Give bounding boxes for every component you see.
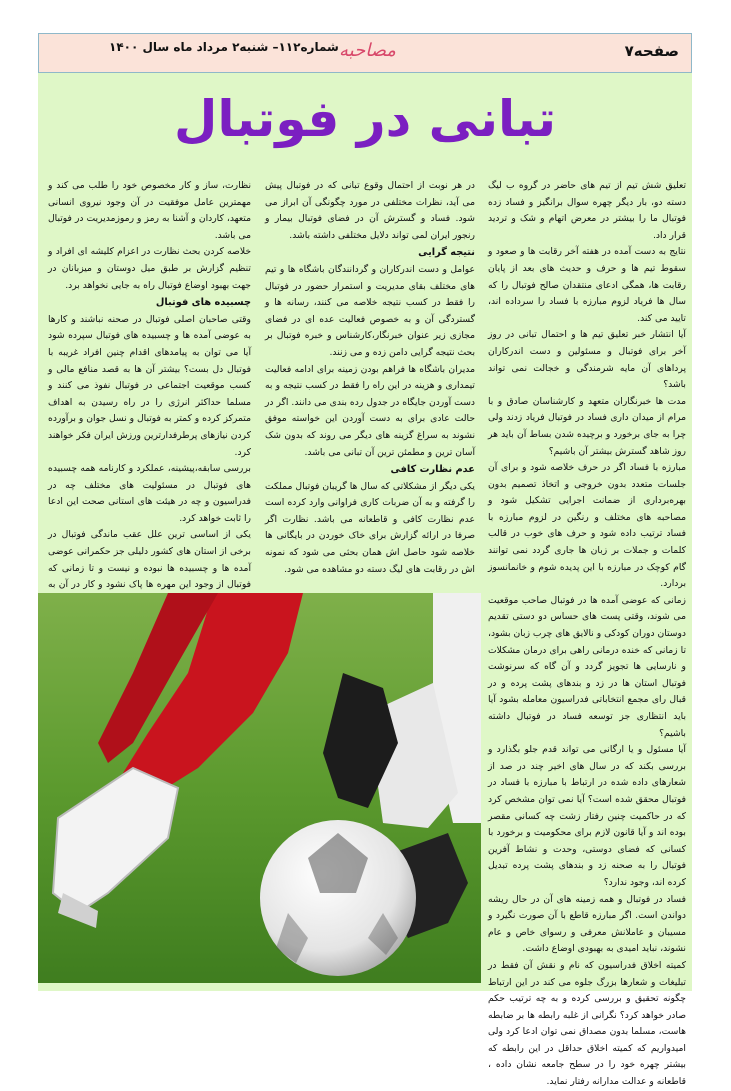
issue-info: شماره۱۱۲– شنبه۲ مرداد ماه سال ۱۴۰۰ (109, 40, 339, 54)
paragraph: مبارزه با فساد اگر در حرف خلاصه شود و برای آن جلسات متعدد بدون خروجی و اتخاذ تصمیم بدون بهره‌برداری از ضمانت اجرایی تشکیل شود و مصاحبه های مختلف و رنگین در لزوم مبارزه با فساد ترتیب داده شود و حرف های خوب در قالب کلمات و جملات بر زبان ها جاری گردد نمی توانند گام کوچک در مبارزه با این پدیده شوم و خانمانسوز بردارد. (488, 462, 686, 590)
paragraph: زمانی که عوضی آمده ها در فوتبال صاحب موقعیت می شوند، وقتی پست های حساس دو دستی تقدیم دوستان دوران کودکی و نالایق های چرب زبان بشود، تا زمانی که خنده درمانی راهی برای درمان مشکلات و نارسایی ها تجویز گردد و آن گاه که سرنوشت فوتبال استان ها در زد و بندهای پشت پرده و در قبال رای مجمع انتخاباتی فدراسیون معامله بشود آیا باید انتظاری جز توسعه فساد در فوتبال داشته باشیم؟ (488, 594, 686, 739)
paragraph: کمیته اخلاق فدراسیون که نام و نقش آن فقط در تبلیغات و شعارها بزرگ جلوه می کند در این ارتباط چگونه تحقیق و بررسی کرده و به چه ترتیب حکم صادر خواهد کرد؟ نگرانی از غلبه رابطه ها بر ضابطه هاست، مسلما بدون مصداق نمی توان ادعا کرد ولی امیدواریم که کمیته اخلاق حداقل در این رابطه که بیشتر چهره خود را در سطح جامعه نشان داده ، قاطعانه و عدالت مدارانه رفتار نماید. (488, 959, 686, 1088)
page-number: صفحه۷ (624, 42, 679, 60)
column-left (48, 178, 251, 591)
football-photo-icon (38, 593, 481, 983)
paragraph: خلاصه کردن بحث نظارت در اعزام کلیشه ای افراد و تنظیم گزارش بر طبق میل دوستان و میزبانان در جهت بهبود اوضاع فوتبال راه به جایی نخواهد برد. (48, 246, 251, 291)
column-middle (265, 178, 475, 583)
paragraph: مدیران باشگاه ها فراهم بودن زمینه برای ادامه فعالیت تیمداری و هزینه در این راه را فقط در کسب نتیجه و به دست آوردن جایگاه در جدول رده بندی می دانند. اگر در حالت عادی برای به دست آوردن این خواسته موفق نشوند به سراغ گزینه های دیگر می روند که بدون شک آسان ترین و مطمئن ترین آن تبانی می باشد. (265, 363, 475, 458)
football-photo (38, 593, 481, 983)
paragraph: فساد در فوتبال و همه زمینه های آن در حال ریشه دواندن است. اگر مبارزه قاطع با آن صورت نگیرد و مسیبان و عاملانش معرفی و رسوای خاص و عام نشوند، نباید امیدی به بهبودی اوضاع داشت. (488, 893, 686, 955)
column-right (488, 178, 686, 1088)
paragraph: یکی از اساسی ترین علل عقب ماندگی فوتبال در برخی از استان های کشور دلیلی جز حکمرانی عوضی آمده ها و چسبیده ها نبوده و نیست و تا زمانی که فوتبال از وجود این مهره ها پاک نشود و کار در آن به (48, 529, 251, 591)
paragraph: نظارت، ساز و کار مخصوص خود را طلب می کند و مهمترین عامل موفقیت در آن وجود نیروی انسانی متعهد، کاردان و آشنا به رمز و رموزمدیریت در فوتبال می باشد. (48, 180, 251, 241)
paragraph: مدت ها خبرنگاران متعهد و کارشناسان صادق و با مرام از میدان داری فساد در فوتبال فریاد زدند ولی چرا به جای برخورد و برچیده شدن بساط آن باید هر روز شاهد گسترش بیشتر آن باشیم؟ (488, 395, 686, 457)
paragraph: یکی دیگر از مشکلاتی که سال ها گریبان فوتبال مملکت را گرفته و به آن ضربات کاری فراوانی وارد کرده است عدم نظارت کافی و قاطعانه می باشد. نظارت اگر صرفا در ارائه گزارش برای خاک خوردن در بایگانی ها خلاصه شود حاصل اش همان بحثی می شود که نمونه اش در رقابت های لیگ دسته دو مشاهده می شود. (265, 480, 475, 575)
paragraph: عوامل و دست اندرکاران و گردانندگان باشگاه ها و تیم های مختلف بقای مدیریت و استمرار حضور در فوتبال را فقط در کسب نتیجه خلاصه می کنند، رسانه ها و گستردگی آن و به خصوص فعالیت عده ای در فضای مجازی زیر عنوان خبرنگار،کارشناس و خبره فوتبال بر بحث نتیجه گرایی دامن زده و می زنند. (265, 263, 475, 358)
paragraph: وقتی صاحبان اصلی فوتبال در صحنه نباشند و کارها به عوضی آمده ها و چسبیده های فوتبال سپرده شود آیا می توان به پیامدهای اقدام چنین افراد غریبه با فوتبال دل بست؟ بیشتر آن ها به قصد منافع مالی و کسب موقعیت اجتماعی در فوتبال نفوذ می کنند و مسلما حداکثر انرژی را در راه رسیدن به اهداف متمرکز کرده و کمتر به فوتبال و نسل جوان و برآورده کردن نیازهای پرطرفدارترین ورزش ایران فکر خواهند کرد. (48, 313, 251, 458)
paragraph: تعلیق شش تیم از تیم های حاضر در گروه ب لیگ دسته دو، بار دیگر چهره سوال برانگیز و فساد زده فوتبال ما را بیشتر در معرض اتهام و شک و تردید قرار داد. (488, 180, 686, 241)
paragraph: نتایج به دست آمده در هفته آخر رقابت ها و صعود و سقوط تیم ها و حرف و حدیث های بعد از پایان رقابت ها، همگی ادعای منتقدان صالح فوتبال را که سال ها فریاد لزوم مبارزه با فساد را سرداده اند، تایید می کند. (488, 246, 686, 324)
page-header (38, 33, 692, 73)
paragraph: آیا مسئول و یا ارگانی می تواند قدم جلو بگذارد و بررسی بکند که در سال های اخیر چند در صد از شعارهای داده شده در ارتباط با مبارزه با فساد در فوتبال محقق شده است؟ آیا نمی توان مشخص کرد که در حاکمیت چنین رفتار زشت چه کسانی مقصر بوده اند و آیا قانون لازم برای محکومیت و برخورد با کسانی که فضای دوستی، وحدت و نشاط آفرین فوتبال را به صحنه زد و بندهای پشت پرده تبدیل کرده اند، وجود ندارد؟ (488, 744, 686, 888)
subheading: نتیجه گرایی (418, 247, 475, 259)
article-title: تبانی در فوتبال (173, 90, 556, 148)
paragraph: بررسی سابقه،پیشینه، عملکرد و کارنامه همه چسبیده های فوتبال در مسئولیت های مختلف چه در فدراسیون و چه در هیئت های استانی صحت این ادعا را ثابت خواهد کرد. (48, 463, 251, 524)
subheading: عدم نظارت کافی (390, 464, 475, 476)
paragraph: آیا انتشار خبر تعلیق تیم ها و احتمال تبانی در روز آخر برای فوتبال و مسئولین و دست اندرکاران پرداهای آن مایه شرمندگی و خجالت نمی تواند باشد؟ (488, 329, 686, 391)
paragraph: در هر نوبت از احتمال وقوع تبانی که در فوتبال پیش می آید، نظرات مختلفی در مورد چگونگی آن ابراز می شود. فساد و گسترش آن در فضای فوتبال بیمار و رنجور ایران لمی تواند دلایل مختلفی داشته باشد. (265, 180, 475, 241)
subheading: چسبیده های فوتبال (155, 297, 251, 309)
section-label: مصاحبه (339, 40, 396, 61)
